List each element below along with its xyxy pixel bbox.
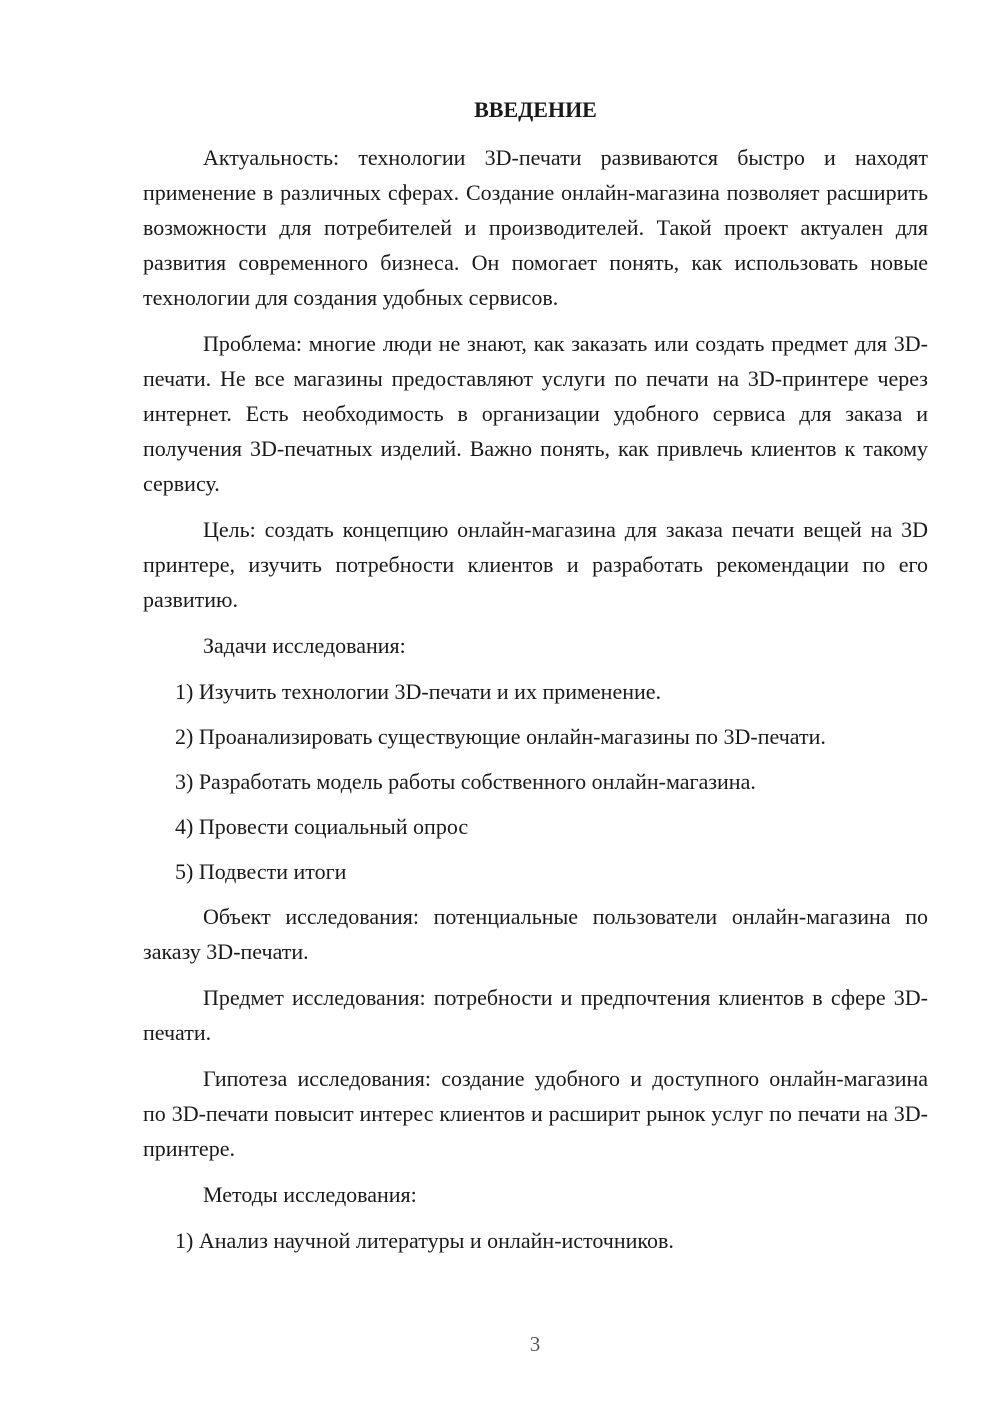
task-item: 5) Подвести итоги — [175, 859, 347, 884]
methods-heading: Методы исследования: — [203, 1182, 417, 1207]
task-item: 3) Разработать модель работы собственного онлайн-магазина. — [175, 769, 756, 794]
tasks-heading: Задачи исследования: — [203, 633, 406, 658]
hypothesis-paragraph: Гипотеза исследования: создание удобного и доступного онлайн-магазина по 3D-печати повысит интерес клиентов и расширит рынок услуг по печати на 3D-принтере. — [143, 1066, 928, 1161]
task-item: 2) Проанализировать существующие онлайн-магазины по 3D-печати. — [175, 724, 826, 749]
task-item: 4) Провести социальный опрос — [175, 814, 469, 839]
problem-paragraph: Проблема: многие люди не знают, как заказать или создать предмет для 3D-печати. Не все магазины предоставляют услуги по печати на 3D-принтере через интернет. Есть необходимость в организации удобного сервиса для заказа и получения 3D-печатных изделий. Важно понять, как привлечь клиентов к такому сервису. — [143, 331, 928, 496]
document-page — [143, 94, 928, 1268]
goal-paragraph: Цель: создать концепцию онлайн-магазина для заказа печати вещей на 3D принтере, изучить потребности клиентов и разработать рекомендации по его развитию. — [143, 517, 928, 612]
method-item: 1) Анализ научной литературы и онлайн-источников. — [175, 1228, 674, 1253]
relevance-paragraph: Актуальность: технологии 3D-печати развиваются быстро и находят применение в различных сферах. Создание онлайн-магазина позволяет расширить возможности для потребителей и производителей. Такой проект актуален для развития современного бизнеса. Он помогает понять, как использовать новые технологии для создания удобных сервисов. — [143, 145, 928, 310]
section-title: ВВЕДЕНИЕ — [474, 97, 597, 122]
object-paragraph: Объект исследования: потенциальные пользователи онлайн-магазина по заказу 3D-печати. — [143, 904, 928, 964]
subject-paragraph: Предмет исследования: потребности и предпочтения клиентов в сфере 3D-печати. — [143, 985, 928, 1045]
task-item: 1) Изучить технологии 3D-печати и их применение. — [175, 679, 662, 704]
page-number: 3 — [529, 1332, 541, 1356]
